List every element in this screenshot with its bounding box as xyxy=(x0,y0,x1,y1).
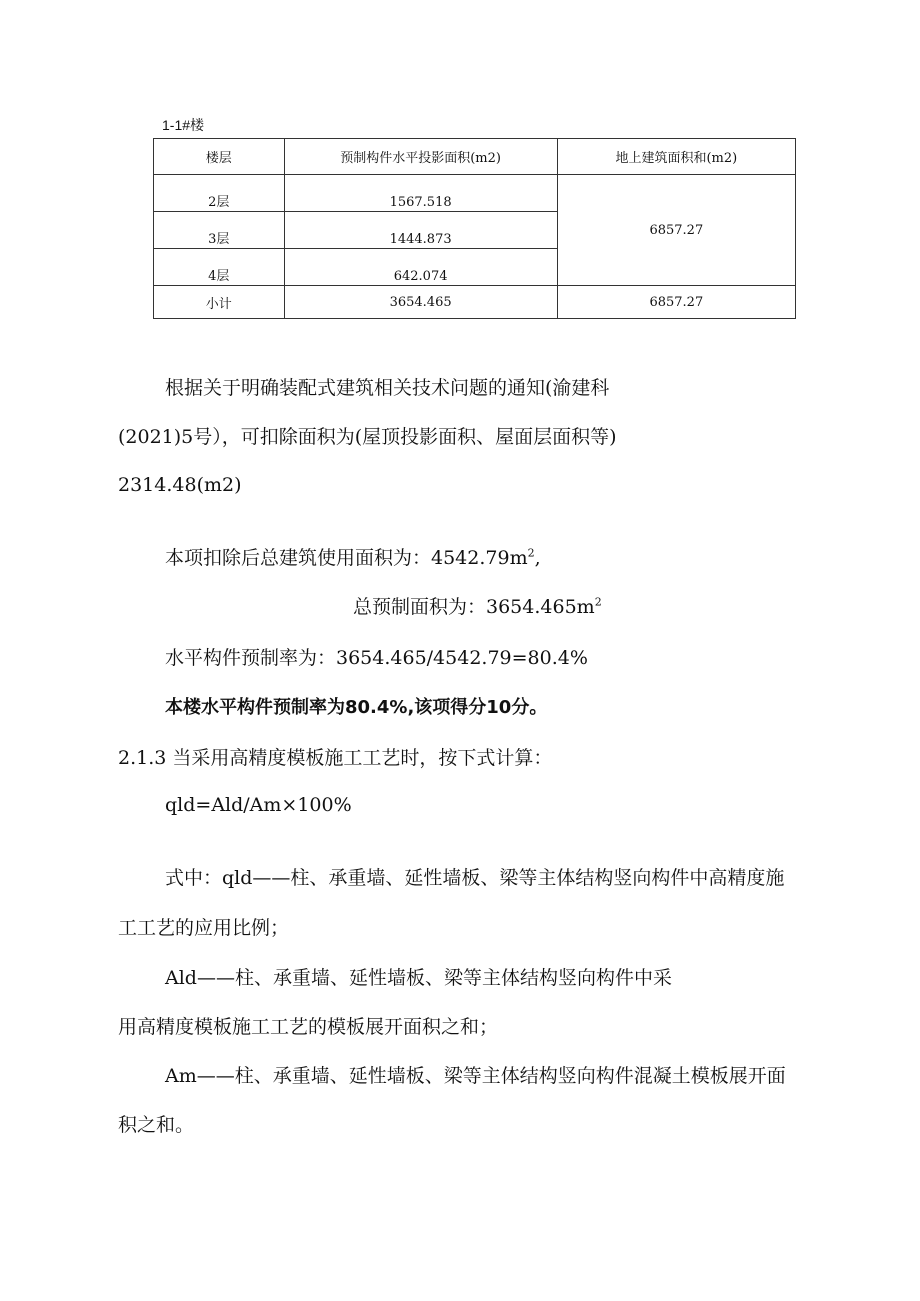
prefab-area-cell: 1444.873 xyxy=(284,212,557,249)
trailing-comma: , xyxy=(534,547,541,569)
total-usable-area-line xyxy=(165,543,541,570)
paragraph-notice-line2: (2021)5号），可扣除面积为(屋顶投影面积、屋面层面积等) xyxy=(118,426,617,448)
merged-total-area-cell: 6857.27 xyxy=(557,175,795,286)
prefab-rate-conclusion: 本楼水平构件预制率为80.4%,该项得分10分。 xyxy=(165,697,548,718)
definition-qld-line2: 工工艺的应用比例； xyxy=(118,917,290,939)
subtotal-total-area: 6857.27 xyxy=(557,286,795,319)
prefab-area-cell: 642.074 xyxy=(284,249,557,286)
subtotal-row xyxy=(154,286,796,319)
formula: qld=Ald/Am×100% xyxy=(165,794,352,816)
table-row xyxy=(154,175,796,212)
total-prefab-area-text: 总预制面积为：3654.465m xyxy=(353,596,595,618)
floor-cell: 4层 xyxy=(154,249,285,286)
prefab-area-cell: 1567.518 xyxy=(284,175,557,212)
floor-cell: 2层 xyxy=(154,175,285,212)
deductible-area-value: 2314.48(m2) xyxy=(118,474,242,496)
subtotal-prefab-area: 3654.465 xyxy=(284,286,557,319)
subtotal-label: 小计 xyxy=(154,286,285,319)
section-2-1-3-heading: 2.1.3 当采用高精度模板施工工艺时，按下式计算： xyxy=(118,747,553,769)
table-header-row xyxy=(154,139,796,175)
table-caption: 1-1#楼 xyxy=(162,117,205,133)
header-total-area: 地上建筑面积和(m2) xyxy=(557,139,795,175)
definition-ald-line1: Ald——柱、承重墙、延性墙板、梁等主体结构竖向构件中采 xyxy=(165,967,672,989)
header-prefab-area: 预制构件水平投影面积(m2) xyxy=(284,139,557,175)
total-usable-area-text: 本项扣除后总建筑使用面积为：4542.79m xyxy=(165,547,528,569)
definition-am-line2: 积之和。 xyxy=(118,1114,195,1136)
superscript-2: 2 xyxy=(594,595,602,609)
definition-ald-line2: 用高精度模板施工工艺的模板展开面积之和； xyxy=(118,1016,499,1038)
total-prefab-area-line xyxy=(353,592,602,619)
superscript-2: 2 xyxy=(527,546,535,560)
definition-qld-line1: 式中：qld——柱、承重墙、延性墙板、梁等主体结构竖向构件中高精度施 xyxy=(165,867,785,889)
header-floor: 楼层 xyxy=(154,139,285,175)
prefab-rate-calculation: 水平构件预制率为：3654.465/4542.79=80.4% xyxy=(165,647,588,669)
definition-am-line1: Am——柱、承重墙、延性墙板、梁等主体结构竖向构件混凝土模板展开面 xyxy=(165,1065,786,1087)
area-table xyxy=(153,138,796,319)
floor-cell: 3层 xyxy=(154,212,285,249)
paragraph-notice-line1: 根据关于明确装配式建筑相关技术问题的通知(渝建科 xyxy=(165,377,610,399)
